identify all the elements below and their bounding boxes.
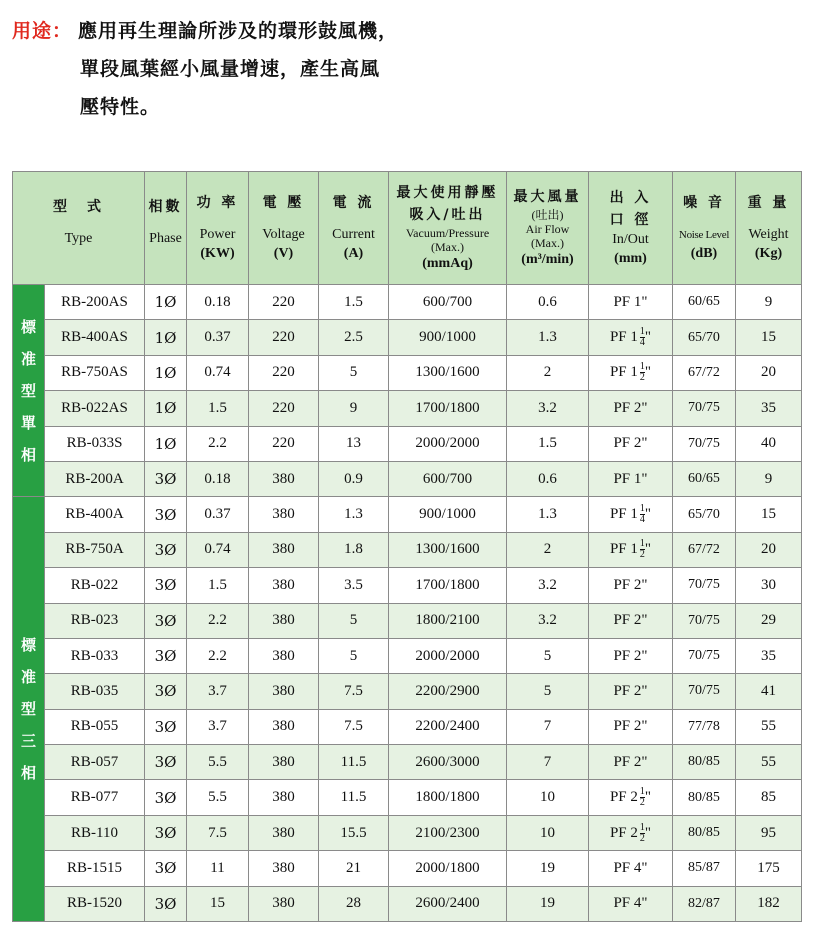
cell-voltage: 380: [249, 674, 319, 709]
header-weight-zh: 重 量: [747, 195, 790, 211]
group-label-char: 准: [20, 349, 36, 368]
header-weight-unit: (Kg): [754, 246, 783, 261]
header-pressure-unit: (mmAq): [422, 256, 473, 271]
cell-noise: 70/75: [673, 674, 736, 709]
header-noise-en: Noise Level: [678, 229, 730, 241]
cell-pressure: 2600/3000: [389, 745, 507, 780]
table-row: [13, 603, 802, 638]
group-label-char: 准: [20, 668, 36, 687]
cell-power: 15: [187, 886, 249, 921]
cell-phase: 1Ø: [145, 391, 187, 426]
header-power-zh: 功 率: [196, 195, 239, 211]
cell-phase: 1Ø: [145, 320, 187, 355]
cell-type: RB-022AS: [45, 391, 145, 426]
fraction-denominator: 2: [639, 832, 645, 844]
cell-pressure: 1700/1800: [389, 568, 507, 603]
cell-airflow: 19: [507, 886, 589, 921]
cell-type: RB-400AS: [45, 320, 145, 355]
cell-current: 7.5: [319, 709, 389, 744]
cell-noise: 67/72: [673, 532, 736, 567]
cell-current: 3.5: [319, 568, 389, 603]
cell-type: RB-750A: [45, 532, 145, 567]
cell-phase: 3Ø: [145, 638, 187, 673]
cell-power: 0.74: [187, 532, 249, 567]
port-size: PF 2: [609, 789, 638, 806]
port-size: PF 2": [613, 682, 648, 699]
cell-type: RB-023: [45, 603, 145, 638]
cell-power: 2.2: [187, 603, 249, 638]
cell-type: RB-033S: [45, 426, 145, 461]
cell-port: [589, 886, 673, 921]
cell-pressure: 2000/2000: [389, 638, 507, 673]
cell-weight: 85: [736, 780, 802, 815]
cell-noise: 82/87: [673, 886, 736, 921]
cell-noise: 65/70: [673, 320, 736, 355]
table-row: [13, 391, 802, 426]
cell-airflow: 1.5: [507, 426, 589, 461]
cell-weight: 40: [736, 426, 802, 461]
port-size: PF 2": [613, 576, 648, 593]
cell-pressure: 900/1000: [389, 320, 507, 355]
cell-weight: 41: [736, 674, 802, 709]
cell-phase: 3Ø: [145, 780, 187, 815]
table-row: [13, 851, 802, 886]
cell-airflow: 3.2: [507, 568, 589, 603]
cell-weight: 15: [736, 320, 802, 355]
cell-type: RB-110: [45, 815, 145, 850]
header-pressure-en2: (Max.): [431, 240, 464, 254]
header-voltage-en: Voltage: [262, 227, 305, 242]
cell-noise: 77/78: [673, 709, 736, 744]
cell-noise: 70/75: [673, 638, 736, 673]
intro-text: [12, 14, 812, 128]
table-row: [13, 426, 802, 461]
cell-current: 1.5: [319, 285, 389, 320]
fraction-denominator: 2: [639, 797, 645, 809]
cell-current: 28: [319, 886, 389, 921]
cell-pressure: 2200/2400: [389, 709, 507, 744]
cell-current: 11.5: [319, 780, 389, 815]
header-noise-unit: (dB): [690, 246, 718, 261]
intro-line-2: 單段風葉經小風量增速，產生高風: [80, 58, 381, 80]
header-power-en: Power: [199, 227, 236, 242]
cell-airflow: 0.6: [507, 285, 589, 320]
cell-weight: 20: [736, 532, 802, 567]
intro-line-1: [12, 14, 812, 52]
cell-voltage: 380: [249, 638, 319, 673]
spec-table-body: [13, 285, 802, 922]
table-row: [13, 285, 802, 320]
header-voltage-zh: 電 壓: [262, 195, 305, 211]
port-size: PF 1: [609, 364, 638, 381]
cell-type: RB-033: [45, 638, 145, 673]
cell-power: 3.7: [187, 674, 249, 709]
port-size: PF 4": [613, 859, 648, 876]
cell-power: 5.5: [187, 745, 249, 780]
cell-type: RB-035: [45, 674, 145, 709]
cell-current: 1.3: [319, 497, 389, 532]
intro-line-3: 壓特性。: [80, 96, 161, 118]
cell-noise: 60/65: [673, 285, 736, 320]
header-airflow-zh2: (吐出): [531, 208, 564, 222]
cell-airflow: 5: [507, 674, 589, 709]
cell-port: [589, 355, 673, 390]
cell-port: [589, 815, 673, 850]
cell-current: 5: [319, 638, 389, 673]
cell-voltage: 380: [249, 815, 319, 850]
cell-airflow: 2: [507, 532, 589, 567]
header-airflow-en2: (Max.): [531, 236, 564, 250]
cell-port: [589, 638, 673, 673]
cell-type: RB-022: [45, 568, 145, 603]
cell-phase: 1Ø: [145, 426, 187, 461]
cell-voltage: 380: [249, 461, 319, 496]
port-size: PF 1": [613, 293, 648, 310]
usage-label: 用途：: [12, 20, 73, 42]
intro-text-1: 應用再生理論所涉及的環形鼓風機，: [78, 20, 399, 42]
group-label-char: 型: [20, 381, 36, 400]
cell-power: 0.18: [187, 461, 249, 496]
cell-pressure: 2000/1800: [389, 851, 507, 886]
cell-airflow: 19: [507, 851, 589, 886]
cell-weight: 175: [736, 851, 802, 886]
cell-pressure: 1300/1600: [389, 532, 507, 567]
table-row: [13, 461, 802, 496]
port-size: PF 2": [613, 753, 648, 770]
cell-type: RB-057: [45, 745, 145, 780]
cell-voltage: 380: [249, 780, 319, 815]
header-phase-zh: 相數: [148, 199, 183, 215]
fraction-numerator: 1: [639, 361, 645, 373]
group-label-char: 相: [20, 445, 36, 464]
port-size: PF 2: [609, 824, 638, 841]
cell-current: 9: [319, 391, 389, 426]
cell-pressure: 1700/1800: [389, 391, 507, 426]
fraction-numerator: 1: [639, 786, 645, 798]
table-row: [13, 745, 802, 780]
cell-pressure: 2200/2900: [389, 674, 507, 709]
cell-noise: 80/85: [673, 780, 736, 815]
cell-weight: 30: [736, 568, 802, 603]
cell-airflow: 3.2: [507, 603, 589, 638]
header-noise-zh: 噪 音: [683, 195, 725, 211]
cell-phase: 3Ø: [145, 886, 187, 921]
port-size: PF 1: [609, 329, 638, 346]
cell-voltage: 220: [249, 355, 319, 390]
cell-airflow: 3.2: [507, 391, 589, 426]
group-label-char: 標: [20, 317, 36, 336]
cell-current: 7.5: [319, 674, 389, 709]
cell-pressure: 600/700: [389, 285, 507, 320]
table-row: [13, 568, 802, 603]
cell-current: 13: [319, 426, 389, 461]
fraction-numerator: 1: [639, 326, 645, 338]
header-airflow-en: Air Flow: [525, 222, 570, 236]
cell-pressure: 2100/2300: [389, 815, 507, 850]
cell-airflow: 7: [507, 745, 589, 780]
header-current-zh: 電 流: [332, 195, 375, 211]
cell-weight: 55: [736, 745, 802, 780]
cell-type: RB-200A: [45, 461, 145, 496]
cell-airflow: 5: [507, 638, 589, 673]
cell-voltage: 380: [249, 568, 319, 603]
group-label: [13, 497, 45, 922]
group-label-char: 標: [20, 636, 36, 655]
cell-current: 1.8: [319, 532, 389, 567]
cell-current: 21: [319, 851, 389, 886]
header-outlet-en: In/Out: [612, 232, 649, 247]
cell-noise: 70/75: [673, 603, 736, 638]
fraction-denominator: 4: [639, 337, 645, 349]
cell-phase: 3Ø: [145, 568, 187, 603]
cell-port: [589, 285, 673, 320]
fraction-numerator: 1: [639, 821, 645, 833]
header-current: [319, 172, 389, 285]
fraction-denominator: 2: [639, 372, 645, 384]
header-pressure-zh: 最大使用靜壓: [396, 185, 499, 201]
cell-pressure: 1800/1800: [389, 780, 507, 815]
table-row: [13, 709, 802, 744]
cell-power: 0.37: [187, 320, 249, 355]
cell-voltage: 220: [249, 320, 319, 355]
cell-voltage: 380: [249, 497, 319, 532]
table-row: [13, 638, 802, 673]
cell-current: 2.5: [319, 320, 389, 355]
group-label-char: 型: [20, 700, 36, 719]
port-inch-mark: ": [644, 824, 652, 841]
header-type-en: Type: [64, 231, 93, 246]
cell-airflow: 1.3: [507, 497, 589, 532]
header-outlet-unit: (mm): [614, 251, 647, 266]
cell-power: 2.2: [187, 638, 249, 673]
port-size: PF 1: [609, 541, 638, 558]
cell-current: 5: [319, 603, 389, 638]
port-size: PF 1: [609, 505, 638, 522]
port-inch-mark: ": [644, 541, 652, 558]
cell-phase: 3Ø: [145, 851, 187, 886]
fraction-numerator: 1: [639, 538, 645, 550]
cell-weight: 35: [736, 638, 802, 673]
cell-airflow: 2: [507, 355, 589, 390]
port-inch-mark: ": [644, 505, 652, 522]
cell-power: 0.37: [187, 497, 249, 532]
spec-table: [12, 171, 802, 922]
cell-weight: 55: [736, 709, 802, 744]
cell-phase: 3Ø: [145, 497, 187, 532]
header-outlet-zh: 出 入: [609, 190, 652, 206]
cell-noise: 60/65: [673, 461, 736, 496]
cell-port: [589, 674, 673, 709]
cell-port: [589, 320, 673, 355]
port-inch-mark: ": [644, 329, 652, 346]
cell-power: 0.74: [187, 355, 249, 390]
group-label-char: 單: [20, 413, 36, 432]
group-label: [13, 285, 45, 497]
cell-pressure: 2600/2400: [389, 886, 507, 921]
port-size: PF 1": [613, 470, 648, 487]
table-row: [13, 497, 802, 532]
cell-type: RB-400A: [45, 497, 145, 532]
header-current-en: Current: [332, 227, 375, 242]
header-row: [13, 172, 802, 285]
cell-weight: 29: [736, 603, 802, 638]
header-outlet-zh2: 口 徑: [609, 212, 652, 228]
table-row: [13, 815, 802, 850]
header-airflow: [507, 172, 589, 285]
cell-noise: 85/87: [673, 851, 736, 886]
cell-power: 5.5: [187, 780, 249, 815]
port-size: PF 2": [613, 718, 648, 735]
cell-voltage: 220: [249, 391, 319, 426]
cell-pressure: 1300/1600: [389, 355, 507, 390]
header-outlet: [589, 172, 673, 285]
header-type: [13, 172, 145, 285]
cell-phase: 3Ø: [145, 709, 187, 744]
cell-weight: 95: [736, 815, 802, 850]
cell-weight: 15: [736, 497, 802, 532]
port-size: PF 4": [613, 895, 648, 912]
cell-port: [589, 709, 673, 744]
cell-noise: 70/75: [673, 568, 736, 603]
cell-power: 0.18: [187, 285, 249, 320]
cell-port: [589, 461, 673, 496]
header-pressure: [389, 172, 507, 285]
port-inch-mark: ": [644, 364, 652, 381]
table-row: [13, 532, 802, 567]
port-inch-mark: ": [644, 789, 652, 806]
cell-power: 3.7: [187, 709, 249, 744]
cell-power: 1.5: [187, 568, 249, 603]
cell-port: [589, 603, 673, 638]
header-airflow-unit: (m³/min): [521, 252, 574, 267]
cell-voltage: 220: [249, 426, 319, 461]
port-size: PF 2": [613, 647, 648, 664]
table-row: [13, 355, 802, 390]
group-label-char: 三: [20, 732, 36, 751]
header-type-zh: 型 式: [53, 199, 104, 215]
cell-noise: 80/85: [673, 815, 736, 850]
port-size: PF 2": [613, 435, 648, 452]
cell-pressure: 2000/2000: [389, 426, 507, 461]
cell-current: 0.9: [319, 461, 389, 496]
cell-noise: 67/72: [673, 355, 736, 390]
cell-noise: 70/75: [673, 391, 736, 426]
cell-voltage: 380: [249, 532, 319, 567]
table-row: [13, 886, 802, 921]
cell-power: 7.5: [187, 815, 249, 850]
cell-type: RB-200AS: [45, 285, 145, 320]
cell-phase: 3Ø: [145, 461, 187, 496]
header-noise: [673, 172, 736, 285]
header-airflow-zh: 最大風量: [513, 189, 582, 205]
cell-weight: 9: [736, 285, 802, 320]
fraction-denominator: 4: [639, 514, 645, 526]
cell-phase: 3Ø: [145, 745, 187, 780]
cell-airflow: 10: [507, 780, 589, 815]
cell-noise: 80/85: [673, 745, 736, 780]
header-phase-en: Phase: [149, 231, 182, 246]
header-current-unit: (A): [343, 246, 364, 261]
cell-voltage: 380: [249, 603, 319, 638]
cell-phase: 1Ø: [145, 285, 187, 320]
cell-voltage: 380: [249, 709, 319, 744]
cell-airflow: 0.6: [507, 461, 589, 496]
cell-port: [589, 391, 673, 426]
cell-airflow: 7: [507, 709, 589, 744]
header-weight-en: Weight: [748, 227, 789, 242]
header-weight: [736, 172, 802, 285]
cell-current: 15.5: [319, 815, 389, 850]
cell-type: RB-077: [45, 780, 145, 815]
cell-voltage: 380: [249, 886, 319, 921]
cell-type: RB-1520: [45, 886, 145, 921]
cell-pressure: 900/1000: [389, 497, 507, 532]
cell-airflow: 10: [507, 815, 589, 850]
table-row: [13, 674, 802, 709]
cell-phase: 3Ø: [145, 603, 187, 638]
cell-phase: 3Ø: [145, 815, 187, 850]
header-pressure-en: Vacuum/Pressure: [405, 226, 490, 240]
cell-port: [589, 497, 673, 532]
cell-phase: 3Ø: [145, 532, 187, 567]
fraction-numerator: 1: [639, 503, 645, 515]
table-row: [13, 780, 802, 815]
header-voltage: [249, 172, 319, 285]
header-pressure-zh2: 吸入/吐出: [409, 207, 486, 223]
cell-type: RB-1515: [45, 851, 145, 886]
header-phase: [145, 172, 187, 285]
cell-weight: 20: [736, 355, 802, 390]
table-row: [13, 320, 802, 355]
fraction-denominator: 2: [639, 549, 645, 561]
cell-phase: 1Ø: [145, 355, 187, 390]
cell-power: 1.5: [187, 391, 249, 426]
cell-weight: 182: [736, 886, 802, 921]
cell-phase: 3Ø: [145, 674, 187, 709]
port-size: PF 2": [613, 612, 648, 629]
cell-type: RB-055: [45, 709, 145, 744]
cell-voltage: 380: [249, 745, 319, 780]
port-size: PF 2": [613, 399, 648, 416]
cell-port: [589, 532, 673, 567]
header-voltage-unit: (V): [273, 246, 294, 261]
cell-noise: 65/70: [673, 497, 736, 532]
cell-type: RB-750AS: [45, 355, 145, 390]
header-power: [187, 172, 249, 285]
cell-weight: 9: [736, 461, 802, 496]
cell-power: 11: [187, 851, 249, 886]
cell-airflow: 1.3: [507, 320, 589, 355]
cell-port: [589, 426, 673, 461]
cell-voltage: 380: [249, 851, 319, 886]
group-label-char: 相: [20, 764, 36, 783]
cell-weight: 35: [736, 391, 802, 426]
cell-current: 11.5: [319, 745, 389, 780]
cell-port: [589, 745, 673, 780]
cell-pressure: 1800/2100: [389, 603, 507, 638]
cell-port: [589, 851, 673, 886]
cell-noise: 70/75: [673, 426, 736, 461]
cell-voltage: 220: [249, 285, 319, 320]
cell-port: [589, 780, 673, 815]
cell-current: 5: [319, 355, 389, 390]
cell-pressure: 600/700: [389, 461, 507, 496]
cell-power: 2.2: [187, 426, 249, 461]
header-power-unit: (KW): [200, 246, 235, 261]
cell-port: [589, 568, 673, 603]
